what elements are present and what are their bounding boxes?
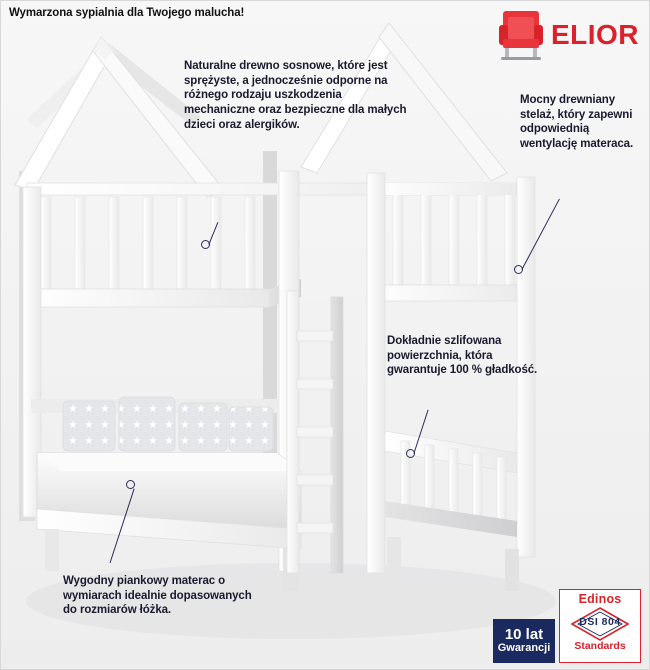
certificate-label: Standards xyxy=(574,640,626,652)
red-armchair-icon xyxy=(497,9,545,61)
brand-name: ELIOR xyxy=(550,19,639,50)
certificate-code: DSI 804 xyxy=(579,616,621,628)
callout-wood-text: Naturalne drewno sosnowe, które jest sprężyste, a jednocześnie odporne na różnego rodzaju uszkodzenia mechaniczne oraz bezpieczne dla małych dzieci oraz alergików. xyxy=(184,60,407,131)
callout-dot-mattress xyxy=(126,480,135,489)
warranty-years: 10 lat xyxy=(504,626,544,644)
callout-dot-surface xyxy=(406,449,415,458)
callout-frame-text: Mocny drewniany stelaż, który zapewni odpowiednią wentylację materaca. xyxy=(520,94,634,151)
page-title: Wymarzona sypialnia dla Twojego malucha! xyxy=(9,7,245,19)
certificate-badge xyxy=(559,589,641,663)
warranty-badge xyxy=(493,619,555,663)
brand-logo xyxy=(497,9,639,61)
callout-mattress-text: Wygodny piankowy materac o wymiarach idealnie dopasowanych do rozmiarów łóżka. xyxy=(63,575,252,617)
callout-surface-text: Dokładnie szlifowana powierzchnia, która gwarantuje 100 % gładkość. xyxy=(387,335,538,377)
certificate-diamond-icon xyxy=(571,607,629,641)
warranty-label: Gwarancji xyxy=(497,642,551,655)
callout-dot-wood xyxy=(201,240,210,249)
callout-dot-frame xyxy=(514,265,523,274)
certificate-name: Edinos xyxy=(578,592,622,606)
